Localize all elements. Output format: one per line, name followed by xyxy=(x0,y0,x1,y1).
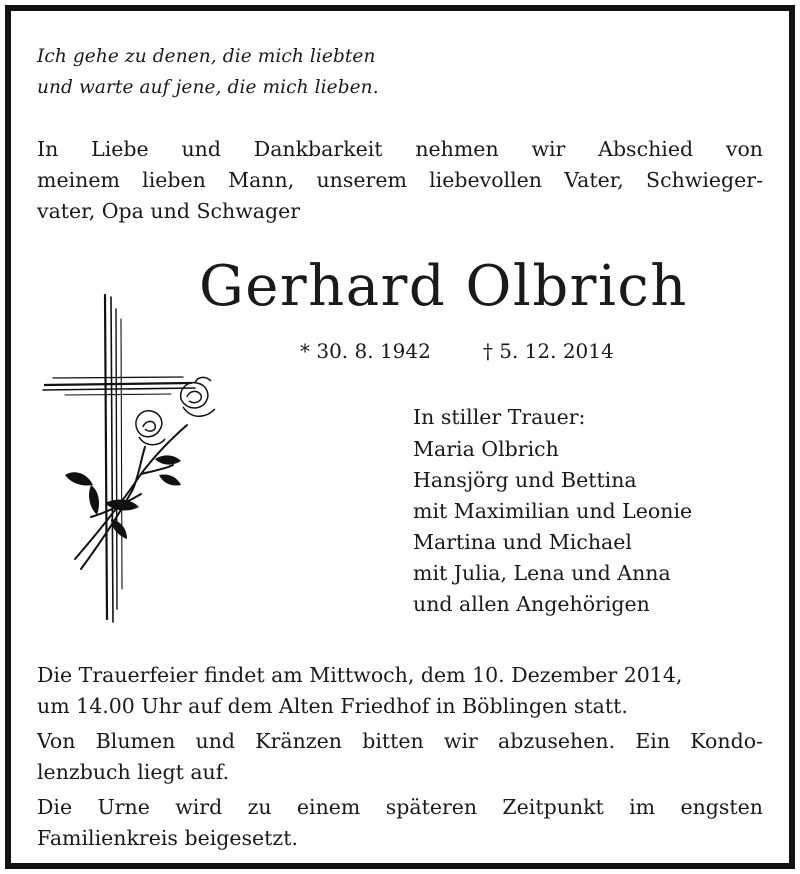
urn-paragraph xyxy=(37,792,763,854)
motto-quote xyxy=(37,41,379,103)
motto-line-2: und warte auf jene, die mich lieben. xyxy=(37,77,379,98)
deceased-name: Gerhard Olbrich xyxy=(199,254,688,319)
cross-with-roses-icon xyxy=(41,289,241,629)
mourner-name: Martina und Michael xyxy=(413,530,632,554)
mourner-name: mit Julia, Lena und Anna xyxy=(413,561,671,585)
urn-line-1: Die Urne wird zu einem späteren Zeitpunkt im engsten xyxy=(37,795,763,819)
obituary-notice xyxy=(5,5,795,869)
mourner-name: mit Maximilian und Leonie xyxy=(413,499,693,523)
flowers-line-1: Von Blumen und Kränzen bitten wir abzusehen. Ein Kondo- xyxy=(37,729,763,753)
intro-line-1: In Liebe und Dankbarkeit nehmen wir Abschied von xyxy=(37,137,763,161)
mourners-list xyxy=(413,402,692,620)
motto-line-1: Ich gehe zu denen, die mich liebten xyxy=(37,46,376,67)
funeral-line-1: Die Trauerfeier findet am Mittwoch, dem 10. Dezember 2014, xyxy=(37,663,683,687)
funeral-information xyxy=(37,660,763,854)
intro-line-3: vater, Opa und Schwager xyxy=(37,199,301,223)
urn-line-2: Familienkreis beigesetzt. xyxy=(37,826,298,850)
flowers-line-2: lenzbuch liegt auf. xyxy=(37,760,230,784)
birth-date: * 30. 8. 1942 xyxy=(300,339,431,363)
mourner-name: Hansjörg und Bettina xyxy=(413,468,637,492)
mourner-name: und allen Angehörigen xyxy=(413,592,650,616)
funeral-paragraph xyxy=(37,660,763,722)
funeral-line-2: um 14.00 Uhr auf dem Alten Friedhof in Böblingen statt. xyxy=(37,694,628,718)
mourners-heading: In stiller Trauer: xyxy=(413,405,586,429)
flowers-paragraph xyxy=(37,726,763,788)
mourner-name: Maria Olbrich xyxy=(413,437,559,461)
intro-line-2: meinem lieben Mann, unserem liebevollen Vater, Schwieger- xyxy=(37,168,763,192)
death-date: † 5. 12. 2014 xyxy=(482,339,614,363)
life-dates xyxy=(300,337,614,365)
intro-text xyxy=(37,134,763,227)
